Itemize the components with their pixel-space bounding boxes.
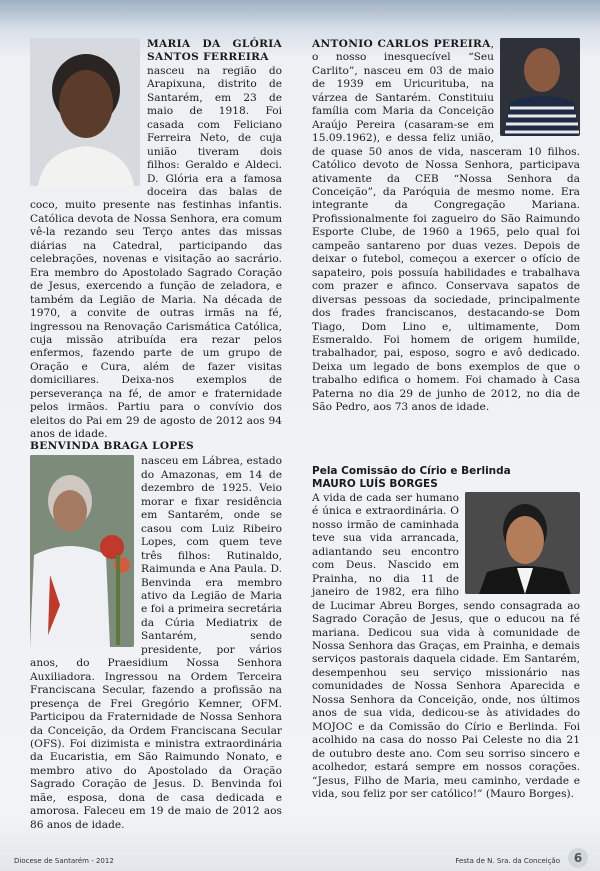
obituary-name: MARIA DA GLÓRIA SANTOS FERREIRA [147, 38, 282, 64]
obituary-text: nasceu na região do Arapixuna, distrito de Santarém, em 23 de maio de 1918. Foi casada com Feliciano Ferreira Neto, de cuja união tiveram dois filhos: Geraldo e Aldeci. D. Glória era a famosa doceira das balas de coco, muito presente nas festinhas infantis. Católica devota de Nossa Senhora, era comum vê-la rezando seu Terço antes das missas diárias na Catedral, participando das celebrações, novenas e visitação ao sacrário. Era membro do Apostolado Sagrado Coração de Jesus, exercendo a função de zeladora, e também da Legião de Maria. Na década de 1970, a convite de outras irmãs na fé, ingressou na Renovação Carismática Católica, cuja missão atribuída era rezar pelos enfermos, fazendo parte de um grupo de Oração e Cura, além de fazer visitas domiciliares. Deixa-nos exemplos de perseverança na fé, de amor e fraternidade pelos irmãos. Partiu para o convívio dos eleitos do Pai em 29 de agosto de 2012 aos 94 anos de idade. [30, 64, 282, 441]
portrait-photo-maria [30, 38, 140, 186]
page-number: 6 [568, 848, 588, 868]
obituary-name: BENVINDA BRAGA LOPES [30, 440, 194, 452]
obituary-antonio-carlos [312, 38, 580, 415]
portrait-illustration [30, 455, 134, 647]
obituary-text: A vida de cada ser humano é única e extraordinária. O nosso irmão de caminhada teve sua vida arrancada, adiantando seu encontro com Deus. Nascido em Prainha, no dia 11 de janeiro de 1982, era filho de Lucimar Abreu Borges, sendo consagrada ao Sagrado Coração de Jesus, que o educou na fé mariana. Dedicou sua vida à comunidade de Nossa Senhora das Graças, em Prainha, e demais serviços pastorais daquela cidade. Em Santarém, desempenhou seu serviço missionário nas comunidades de Nossa Senhora Aparecida e Nossa Senhora da Conceição, onde, nos últimos anos de sua vida, dedicou-se às atividades do MOJOC e da Comissão do Círio e Berlinda. Foi acolhido na casa do nosso Pai Celeste no dia 21 de outubro deste ano. Com seu sorriso sincero e acolhedor, estará sempre em nossos corações. “Jesus, Filho de Maria, meu caminho, verdade e vida, sou feliz por ser católico!” (Mauro Borges). [312, 492, 580, 800]
obituary-text: , o nosso inesquecível “Seu Carlito”, nasceu em 03 de maio de 1939 em Uricurituba, na várzea de Santarém. Constituiu família com Maria da Conceição Araújo Pereira (casaram-se em 15.09.1962), e dessa feliz união, de quase 50 anos de vida, nasceram 10 filhos. Católico devoto de Nossa Senhora, participava ativamente da CEB “Nossa Senhora da Conceição”, da Paróquia de mesmo nome. Era integrante da Congregação Mariana. Profissionalmente foi zagueiro do São Raimundo Esporte Clube, de 1960 a 1965, pelo qual foi campeão santareno por duas vezes. Depois de deixar o futebol, começou a exercer o ofício de sapateiro, pois possuía habilidades e trabalhava com prazer e afinco. Conservava sapatos de diversas pessoas da sociedade, principalmente dos frades franciscanos, destacando-se Dom Tiago, Dom Lino e, ultimamente, Dom Esmeraldo. Foi homem de origem humilde, trabalhador, pai, esposo, sogro e avô dedicado. Deixa um legado de bons exemplos de que o trabalho edifica o homem. Foi chamado à Casa Paterna no dia 29 de junho de 2012, no dia de São Pedro, aos 73 anos de idade. [312, 38, 580, 414]
obituary-mauro [312, 465, 580, 801]
obituary-name: ANTONIO CARLOS PEREIRA [312, 38, 491, 50]
portrait-illustration [500, 38, 580, 136]
portrait-photo-benvinda [30, 455, 134, 647]
footer-left: Diocese de Santarém - 2012 [14, 857, 114, 865]
portrait-illustration [465, 492, 580, 594]
obituary-name: MAURO LUÍS BORGES [312, 478, 438, 490]
section-heading: Pela Comissão do Círio e Berlinda [312, 465, 511, 477]
portrait-illustration [30, 38, 140, 186]
obituary-benvinda [30, 440, 282, 832]
portrait-photo-antonio [500, 38, 580, 136]
portrait-photo-mauro [465, 492, 580, 594]
footer-right: Festa de N. Sra. da Conceição [455, 857, 560, 865]
obituary-text: nasceu em Lábrea, estado do Amazonas, em 14 de dezembro de 1925. Veio morar e fixar residência em Santarém, onde se casou com Luiz Ribeiro Lopes, com quem teve três filhos: Rutinaldo, Raimunda e Ana Paula. D. Benvinda era membro ativo da Legião de Maria e foi a primeira secretária da Cúria Mediatrix de Santarém, sendo presidente, por vários anos, do Praesidium Nossa Senhora Auxiliadora. Ingressou na Ordem Terceira Franciscana Secular, fazendo a profissão na presença de Frei Gregório Kemner, OFM. Participou da Fraternidade de Nossa Senhora da Conceição, da Ordem Franciscana Secular (OFS). Foi dizimista e ministra extraordinária da Eucaristia, em São Raimundo Nonato, e membro ativo do Apostolado da Oração Sagrado Coração de Jesus. D. Benvinda foi mãe, esposa, dona de casa dedicada e amorosa. Faleceu em 19 de maio de 2012 aos 86 anos de idade. [30, 455, 282, 831]
obituary-maria-da-gloria [30, 38, 282, 442]
